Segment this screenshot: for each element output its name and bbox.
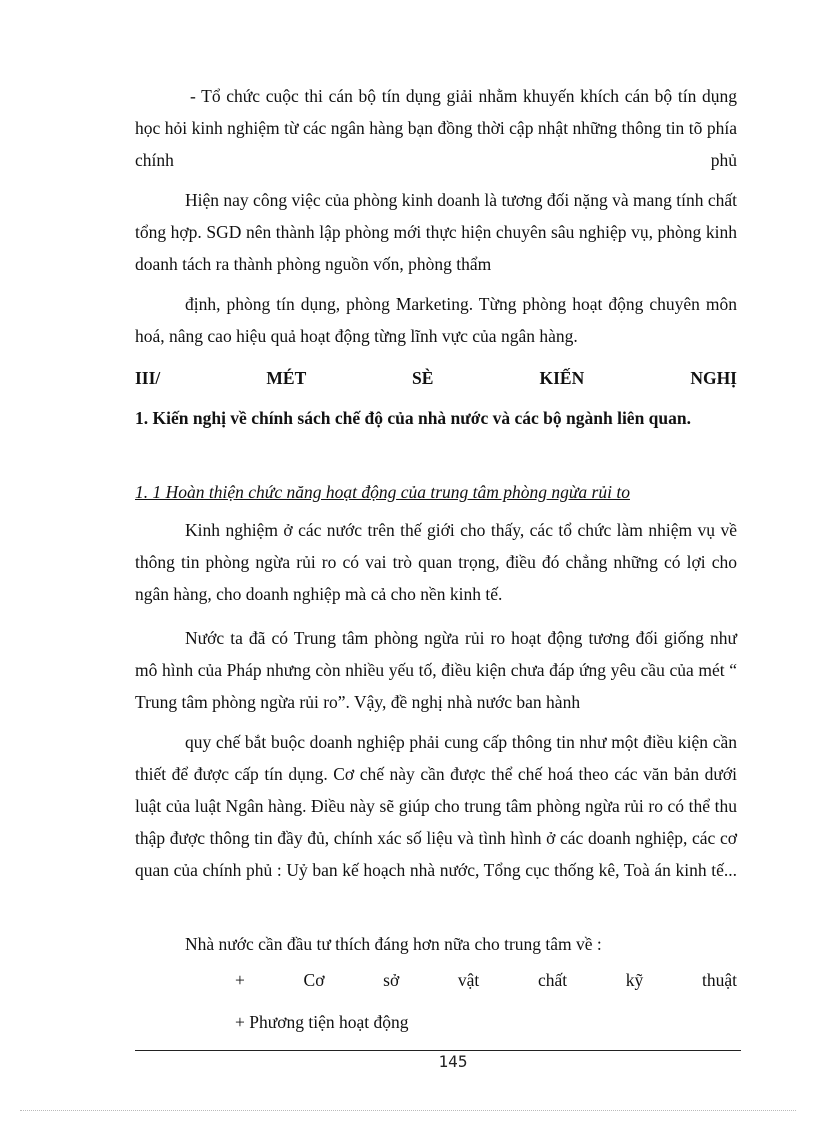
paragraph-specialized-departments: định, phòng tín dụng, phòng Marketing. Từng phòng hoạt động chuyên môn hoá, nâng cao hiệu quả hoạt động từng lĩnh vực của ngân hàng.: [135, 294, 737, 346]
paragraph-business-department: Hiện nay công việc của phòng kinh doanh là tương đối nặng và mang tính chất tổng hợp. SGD nên thành lập phòng mới thực hiện chuyên sâu nghiệp vụ, phòng kinh doanh tách ra thành phòng nguồn vốn, phòng thẩm: [135, 190, 737, 274]
page-bottom-border: [20, 1110, 796, 1111]
paragraph-risk-center-vietnam: Nước ta đã có Trung tâm phòng ngừa rủi ro hoạt động tương đối giống như mô hình của Pháp nhưng còn nhiều yếu tố, điều kiện chưa đáp ứng yêu cầu của mét “ Trung tâm phòng ngừa rủi ro”. Vậy, đề nghị nhà nước ban hành: [135, 628, 737, 712]
subheading-policy: 1. Kiến nghị về chính sách chế độ của nhà nước và các bộ ngành liên quan.: [135, 408, 692, 428]
page-number: 145: [438, 1052, 468, 1071]
list-item-operational-means: + Phương tiện hoạt động: [235, 1012, 409, 1032]
paragraph-state-investment: Nhà nước cần đầu tư thích đáng hơn nữa cho trung tâm về :: [185, 934, 602, 954]
paragraph-mandatory-regulation: quy chế bắt buộc doanh nghiệp phải cung cấp thông tin như một điều kiện cần thiết để được cấp tín dụng. Cơ chế này cần được thể chế hoá theo các văn bản dưới luật của luật Ngân hàng. Điều này sẽ giúp cho trung tâm phòng ngừa rủi ro có thể thu thập được thông tin đầy đủ, chính xác số liệu và tình hình ở các doanh nghiệp, các cơ quan của chính phủ : Uỷ ban kế hoạch nhà nước, Tổng cục thống kê, Toà án kinh tế...: [135, 732, 737, 880]
sub-subheading-risk-center: 1. 1 Hoàn thiện chức năng hoạt động của trung tâm phòng ngừa rủi to: [135, 482, 630, 502]
paragraph-credit-contest: - Tổ chức cuộc thi cán bộ tín dụng giải nhằm khuyến khích cán bộ tín dụng học hỏi kinh nghiệm từ các ngân hàng bạn đồng thời cập nhật những thông tin tõ phía chính phủ: [135, 86, 737, 170]
footer-divider: [135, 1050, 741, 1051]
list-item-infrastructure: + Cơ sở vật chất kỹ thuật: [235, 970, 737, 990]
section-heading: III/ MÉT SÈ KIẾN NGHỊ: [135, 368, 737, 388]
paragraph-international-experience: Kinh nghiệm ở các nước trên thế giới cho thấy, các tổ chức làm nhiệm vụ về thông tin phòng ngừa rủi ro có vai trò quan trọng, điều đó chẳng những có lợi cho ngân hàng, cho doanh nghiệp mà cả cho nền kinh tế.: [135, 520, 737, 604]
